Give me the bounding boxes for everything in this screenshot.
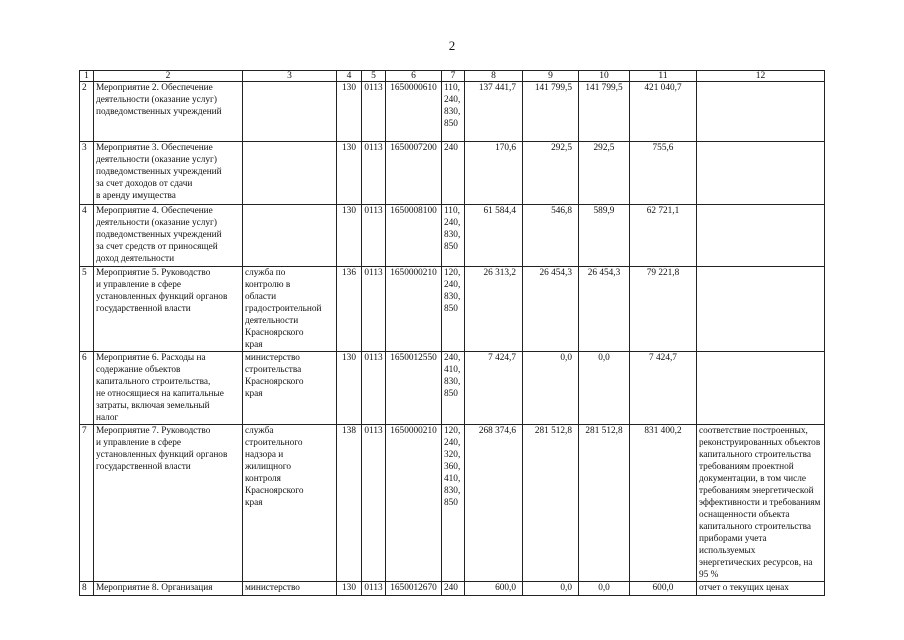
amount-col10-cell: 141 799,5 [579,82,630,142]
row-number-cell: 7 [80,425,94,582]
amount-col9-cell: 141 799,5 [523,82,579,142]
amount-total-cell: 62 721,1 [630,205,697,267]
measure-name-cell: Мероприятие 8. Организация [94,582,243,596]
column-header: 5 [362,71,386,82]
amount-col10-cell: 26 454,3 [579,267,630,352]
column-header: 6 [386,71,442,82]
amount-col9-cell: 546,8 [523,205,579,267]
grbs-code-cell: 130 [337,352,362,425]
amount-col9-cell: 0,0 [523,352,579,425]
section-code-cell: 0113 [362,205,386,267]
expense-type-cell: 240 [442,142,465,205]
expense-type-cell: 120, 240, 320, 360, 410, 830, 850 [442,425,465,582]
row-number-cell: 4 [80,205,94,267]
amount-total-cell: 421 040,7 [630,82,697,142]
amount-col10-cell: 0,0 [579,352,630,425]
target-article-cell: 1650000210 [386,267,442,352]
header-row [80,71,825,82]
amount-col9-cell: 281 512,8 [523,425,579,582]
target-article-cell: 1650012550 [386,352,442,425]
executor-cell: служба по контролю в области градостроительной деятельности Красноярского края [243,267,337,352]
column-header: 4 [337,71,362,82]
column-header: 8 [465,71,523,82]
amount-total-cell: 831 400,2 [630,425,697,582]
target-article-cell: 1650000210 [386,425,442,582]
amount-col9-cell: 26 454,3 [523,267,579,352]
column-header: 12 [697,71,825,82]
expected-result-cell [697,142,825,205]
grbs-code-cell: 130 [337,82,362,142]
table-row [80,142,825,205]
table-row [80,582,825,596]
table-row [80,267,825,352]
page-number: 2 [448,38,456,53]
row-number-cell: 6 [80,352,94,425]
grbs-code-cell: 130 [337,205,362,267]
section-code-cell: 0113 [362,82,386,142]
section-code-cell: 0113 [362,142,386,205]
measure-name-cell: Мероприятие 5. Руководство и управление в сфере установленных функций органов государственной власти [94,267,243,352]
row-number-cell: 5 [80,267,94,352]
column-header: 10 [579,71,630,82]
target-article-cell: 1650008100 [386,205,442,267]
expected-result-cell [697,205,825,267]
expense-type-cell: 110, 240, 830, 850 [442,205,465,267]
table-row [80,352,825,425]
column-header: 9 [523,71,579,82]
measure-name-cell: Мероприятие 6. Расходы на содержание объектов капитального строительства, не относящиеся на капитальные затраты, включая земельный налог [94,352,243,425]
section-code-cell: 0113 [362,425,386,582]
expense-type-cell: 240 [442,582,465,596]
column-header: 3 [243,71,337,82]
amount-col8-cell: 600,0 [465,582,523,596]
column-header: 11 [630,71,697,82]
row-number-cell: 8 [80,582,94,596]
amount-col8-cell: 137 441,7 [465,82,523,142]
expected-result-cell [697,82,825,142]
amount-col10-cell: 0,0 [579,582,630,596]
amount-col8-cell: 61 584,4 [465,205,523,267]
section-code-cell: 0113 [362,267,386,352]
expense-type-cell: 240, 410, 830, 850 [442,352,465,425]
executor-cell: министерство [243,582,337,596]
row-number-cell: 2 [80,82,94,142]
executor-cell: служба строительного надзора и жилищного контроля Красноярского края [243,425,337,582]
expected-result-cell [697,352,825,425]
amount-total-cell: 755,6 [630,142,697,205]
column-header: 1 [80,71,94,82]
target-article-cell: 1650007200 [386,142,442,205]
executor-cell [243,205,337,267]
amount-total-cell: 600,0 [630,582,697,596]
expense-type-cell: 110, 240, 830, 850 [442,82,465,142]
table-row [80,205,825,267]
expected-result-cell: соответствие построенных, реконструированных объектов капитального строительства требованиям проектной документации, в том числе требованиям энергетической эффективности и требованиям оснащенности объекта капитального строительства приборами учета используемых энергетических ресурсов, на 95 % [697,425,825,582]
amount-col10-cell: 589,9 [579,205,630,267]
section-code-cell: 0113 [362,352,386,425]
grbs-code-cell: 130 [337,582,362,596]
measure-name-cell: Мероприятие 4. Обеспечение деятельности (оказание услуг) подведомственных учреждений за счет средств от приносящей доход деятельности [94,205,243,267]
executor-cell [243,82,337,142]
amount-total-cell: 79 221,8 [630,267,697,352]
target-article-cell: 1650000610 [386,82,442,142]
amount-col9-cell: 0,0 [523,582,579,596]
amount-col10-cell: 281 512,8 [579,425,630,582]
measure-name-cell: Мероприятие 3. Обеспечение деятельности (оказание услуг) подведомственных учреждений за счет доходов от сдачи в аренду имущества [94,142,243,205]
measure-name-cell: Мероприятие 7. Руководство и управление в сфере установленных функций органов государственной власти [94,425,243,582]
program-measures-table [79,70,825,596]
column-header: 7 [442,71,465,82]
executor-cell [243,142,337,205]
amount-col10-cell: 292,5 [579,142,630,205]
grbs-code-cell: 136 [337,267,362,352]
table-row [80,82,825,142]
expense-type-cell: 120, 240, 830, 850 [442,267,465,352]
measure-name-cell: Мероприятие 2. Обеспечение деятельности (оказание услуг) подведомственных учреждений [94,82,243,142]
amount-col9-cell: 292,5 [523,142,579,205]
table-row [80,425,825,582]
amount-col8-cell: 26 313,2 [465,267,523,352]
executor-cell: министерство строительства Красноярского края [243,352,337,425]
amount-col8-cell: 7 424,7 [465,352,523,425]
section-code-cell: 0113 [362,582,386,596]
expected-result-cell [697,267,825,352]
amount-col8-cell: 170,6 [465,142,523,205]
column-header: 2 [94,71,243,82]
grbs-code-cell: 138 [337,425,362,582]
amount-col8-cell: 268 374,6 [465,425,523,582]
target-article-cell: 1650012670 [386,582,442,596]
expected-result-cell: отчет о текущих ценах [697,582,825,596]
amount-total-cell: 7 424,7 [630,352,697,425]
row-number-cell: 3 [80,142,94,205]
grbs-code-cell: 130 [337,142,362,205]
